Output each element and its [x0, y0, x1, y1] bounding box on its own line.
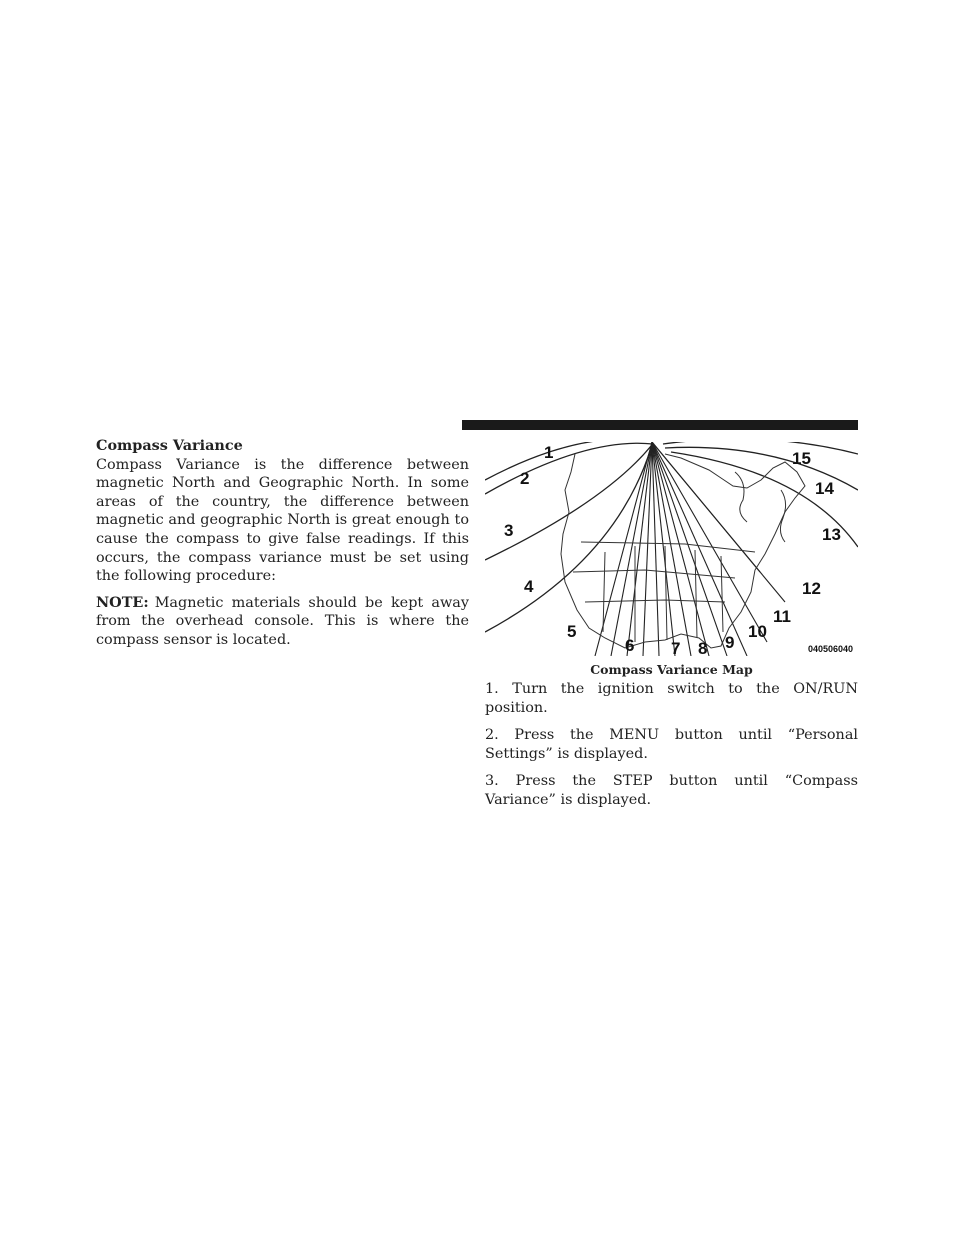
zone-label-3: 3: [504, 521, 514, 540]
zone-label-8: 8: [698, 639, 708, 656]
zone-label-15: 15: [792, 449, 811, 468]
figure-caption: Compass Variance Map: [590, 662, 753, 677]
figure-id: 040506040: [808, 644, 854, 654]
compass-variance-section: [96, 437, 469, 650]
note-paragraph: [96, 594, 469, 650]
zone-label-12: 12: [802, 579, 821, 598]
zone-label-13: 13: [822, 525, 841, 544]
procedure-steps: [485, 680, 858, 819]
zone-label-7: 7: [671, 639, 681, 656]
zone-label-14: 14: [815, 479, 834, 498]
header-rule: [462, 420, 858, 430]
zone-label-1: 1: [544, 443, 554, 462]
section-heading: Compass Variance: [96, 437, 243, 454]
zone-label-5: 5: [567, 622, 577, 641]
note-text: Magnetic materials should be kept away from the overhead console. This is where the compass sensor is located.: [96, 594, 469, 648]
section-body: Compass Variance is the difference between magnetic North and Geographic North. In some areas of the country, the difference between magnetic and geographic North is great enough to cause the compass to give false readings. If this occurs, the compass variance must be set using the following procedure:: [96, 456, 469, 585]
step-3: 3. Press the STEP button until “Compass Variance” is displayed.: [485, 773, 858, 808]
note-label: NOTE:: [96, 593, 149, 611]
zone-label-10: 10: [748, 622, 767, 641]
map-illustration: [485, 442, 858, 656]
step-1: 1. Turn the ignition switch to the ON/RUN position.: [485, 681, 858, 716]
zone-label-4: 4: [524, 577, 534, 596]
zone-label-2: 2: [520, 469, 530, 488]
compass-variance-map: [485, 442, 858, 656]
zone-label-6: 6: [625, 636, 635, 655]
zone-label-9: 9: [725, 633, 735, 652]
zone-label-11: 11: [773, 607, 791, 626]
step-2: 2. Press the MENU button until “Personal Settings” is displayed.: [485, 727, 858, 762]
